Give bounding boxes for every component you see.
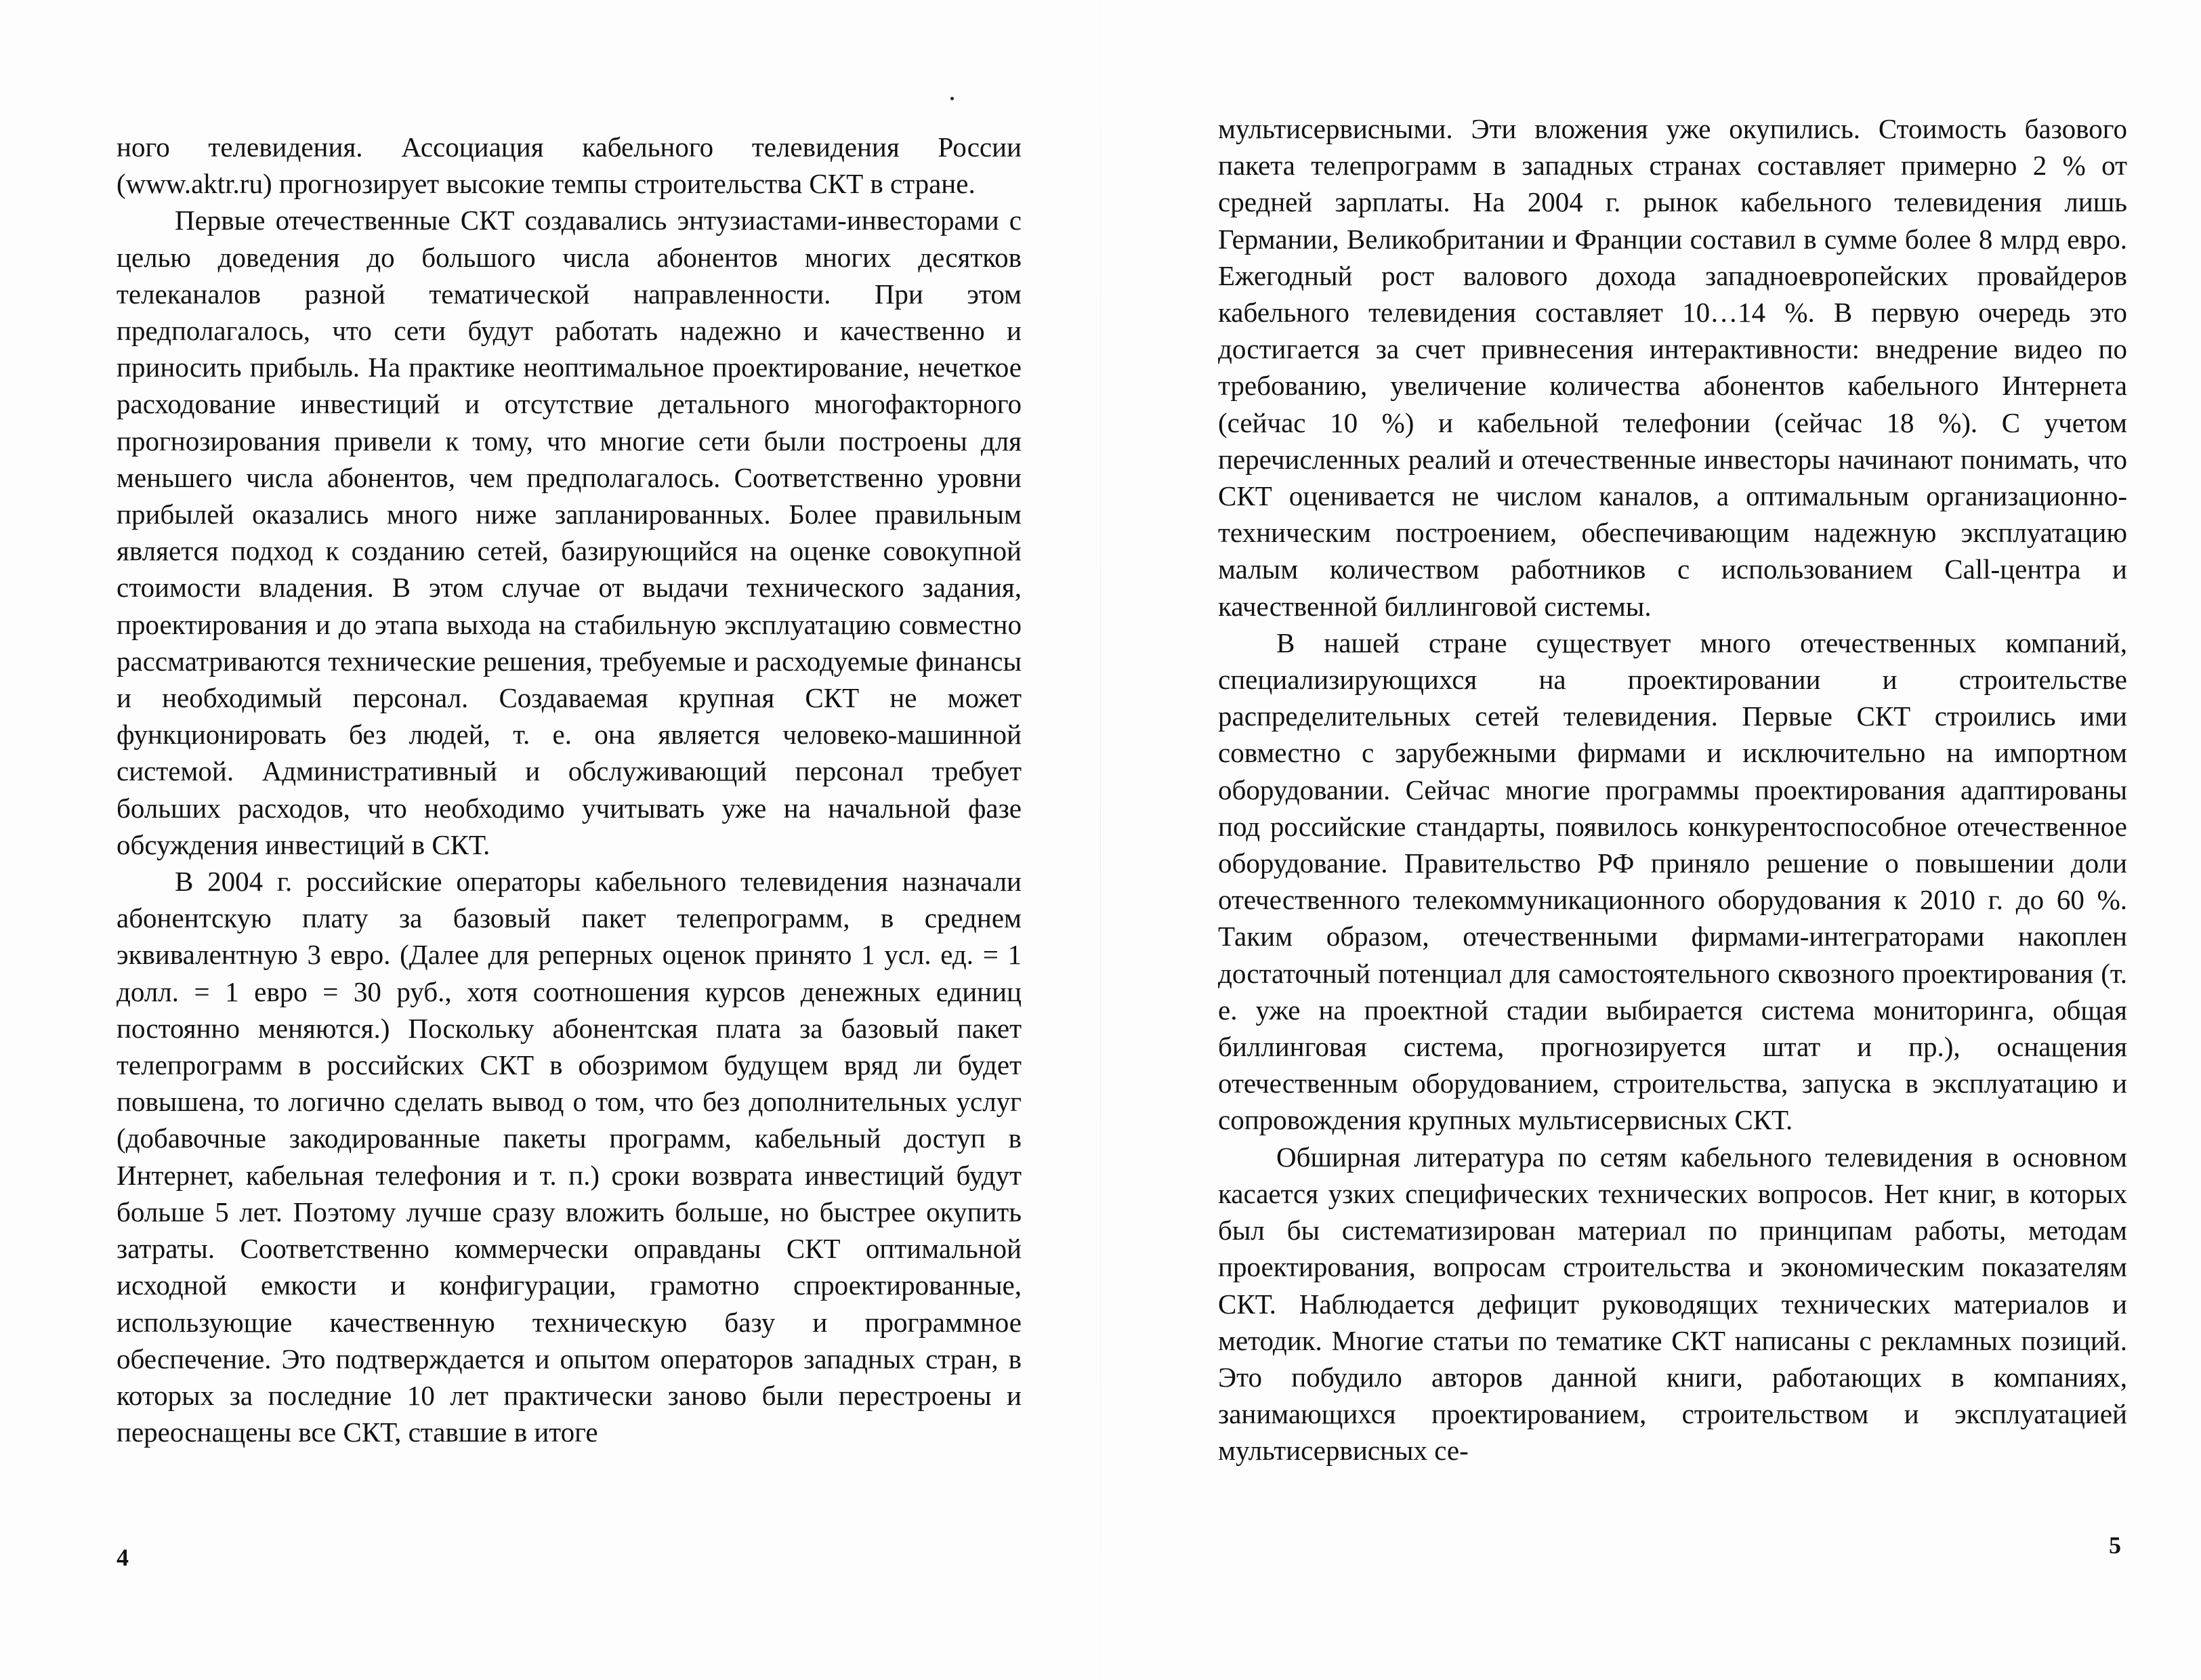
- right-paragraph-3: Обширная литература по сетям кабельного телевидения в основном касается узких специфических технических вопросов. Нет книг, в которых был бы систематизирован материал по принципам работы, методам проектирования, вопросам строительства и экономическим показателям СКТ. Наблюдается дефицит руководящих технических материалов и методик. Многие статьи по тематике СКТ написаны с рекламных позиций. Это побудило авторов данной книги, работающих в компаниях, занимающихся проектированием, строительством и эксплуатацией мультисервисных се-: [1218, 1141, 2127, 1467]
- left-paragraph-1: ного телевидения. Ассоциация кабельного телевидения России (www.aktr.ru) прогнозирует высокие темпы строительства СКТ в стране.: [117, 131, 1022, 200]
- left-page: [0, 0, 1100, 1680]
- right-paragraph-2: В нашей стране существует много отечественных компаний, специализирующихся на проектировании и строительстве распределительных сетей телевидения. Первые СКТ строились ими совместно с зарубежными фирмами и исключительно на импортном оборудовании. Сейчас многие программы проектирования адаптированы под российские стандарты, появилось конкурентоспособное отечественное оборудование. Правительство РФ приняло решение о повышении доли отечественного телекоммуникационного оборудования к 2010 г. до 60 %. Таким образом, отечественными фирмами-интеграторами накоплен достаточный потенциал для самостоятельного сквозного проектирования (т. е. уже на проектной стадии выбирается система мониторинга, общая биллинговая система, прогнозируется штат и пр.), оснащения отечественным оборудованием, строительства, запуска в эксплуатацию и сопровождения крупных мультисервисных СКТ.: [1218, 627, 2127, 1136]
- left-paragraph-2: Первые отечественные СКТ создавались энтузиастами-инвесторами с целью доведения до большого числа абонентов многих десятков телеканалов разной тематической направленности. При этом предполагалось, что сети будут работать надежно и качественно и приносить прибыль. На практике неоптимальное проектирование, нечеткое расходование инвестиций и отсутствие детального многофакторного прогнозирования привели к тому, что многие сети были построены для меньшего числа абонентов, чем предполагалось. Соответственно уровни прибылей оказались много ниже запланированных. Более правильным является подход к созданию сетей, базирующийся на оценке совокупной стоимости владения. В этом случае от выдачи технического задания, проектирования и до этапа выхода на стабильную эксплуатацию совместно рассматриваются технические решения, требуемые и расходуемые финансы и необходимый персонал. Создаваемая крупная СКТ не может функционировать без людей, т. е. она является человеко-машинной системой. Административный и обслуживающий персонал требует больших расходов, что необходимо учитывать уже на начальной фазе обсуждения инвестиций в СКТ.: [117, 205, 1022, 860]
- left-paragraph-3: В 2004 г. российские операторы кабельного телевидения назначали абонентскую плату за базовый пакет телепрограмм, в среднем эквивалентную 3 евро. (Далее для реперных оценок принято 1 усл. ед. = 1 долл. = 1 евро = 30 руб., хотя соотношения курсов денежных единиц постоянно меняются.) Поскольку абонентская плата за базовый пакет телепрограмм в российских СКТ в обозримом будущем вряд ли будет повышена, то логично сделать вывод о том, что без дополнительных услуг (добавочные закодированные пакеты программ, кабельный доступ в Интернет, кабельная телефония и т. п.) сроки возврата инвестиций будут больше 5 лет. Поэтому лучше сразу вложить больше, но быстрее окупить затраты. Соответственно коммерчески оправданы СКТ оптимальной исходной емкости и конфигурации, грамотно спроектированные, использующие качественную техническую базу и программное обеспечение. Это подтверждается и опытом операторов западных стран, в которых за последние 10 лет практически заново были перестроены и переоснащены все СКТ, ставшие в итоге: [117, 866, 1022, 1448]
- right-paragraph-1: мультисервисными. Эти вложения уже окупились. Стоимость базового пакета телепрограмм в западных странах составляет примерно 2 % от средней зарплаты. На 2004 г. рынок кабельного телевидения лишь Германии, Великобритании и Франции составил в сумме более 8 млрд евро. Ежегодный рост валового дохода западноевропейских провайдеров кабельного телевидения составляет 10…14 %. В первую очередь это достигается за счет привнесения интерактивности: внедрение видео по требованию, увеличение количества абонентов кабельного Интернета (сейчас 10 %) и кабельной телефонии (сейчас 18 %). С учетом перечисленных реалий и отечественные инвесторы начинают понимать, что СКТ оценивается не числом каналов, а оптимальным организационно-техническим построением, обеспечивающим надежную эксплуатацию малым количеством работников с использованием Call-центра и качественной биллинговой системы.: [1218, 113, 2127, 622]
- right-page-body: [1218, 110, 2127, 1469]
- left-page-number: 4: [117, 1544, 129, 1571]
- right-page: [1101, 0, 2201, 1680]
- right-page-number: 5: [2109, 1532, 2121, 1559]
- left-page-body: [117, 129, 1022, 1450]
- scan-speck: [950, 97, 954, 100]
